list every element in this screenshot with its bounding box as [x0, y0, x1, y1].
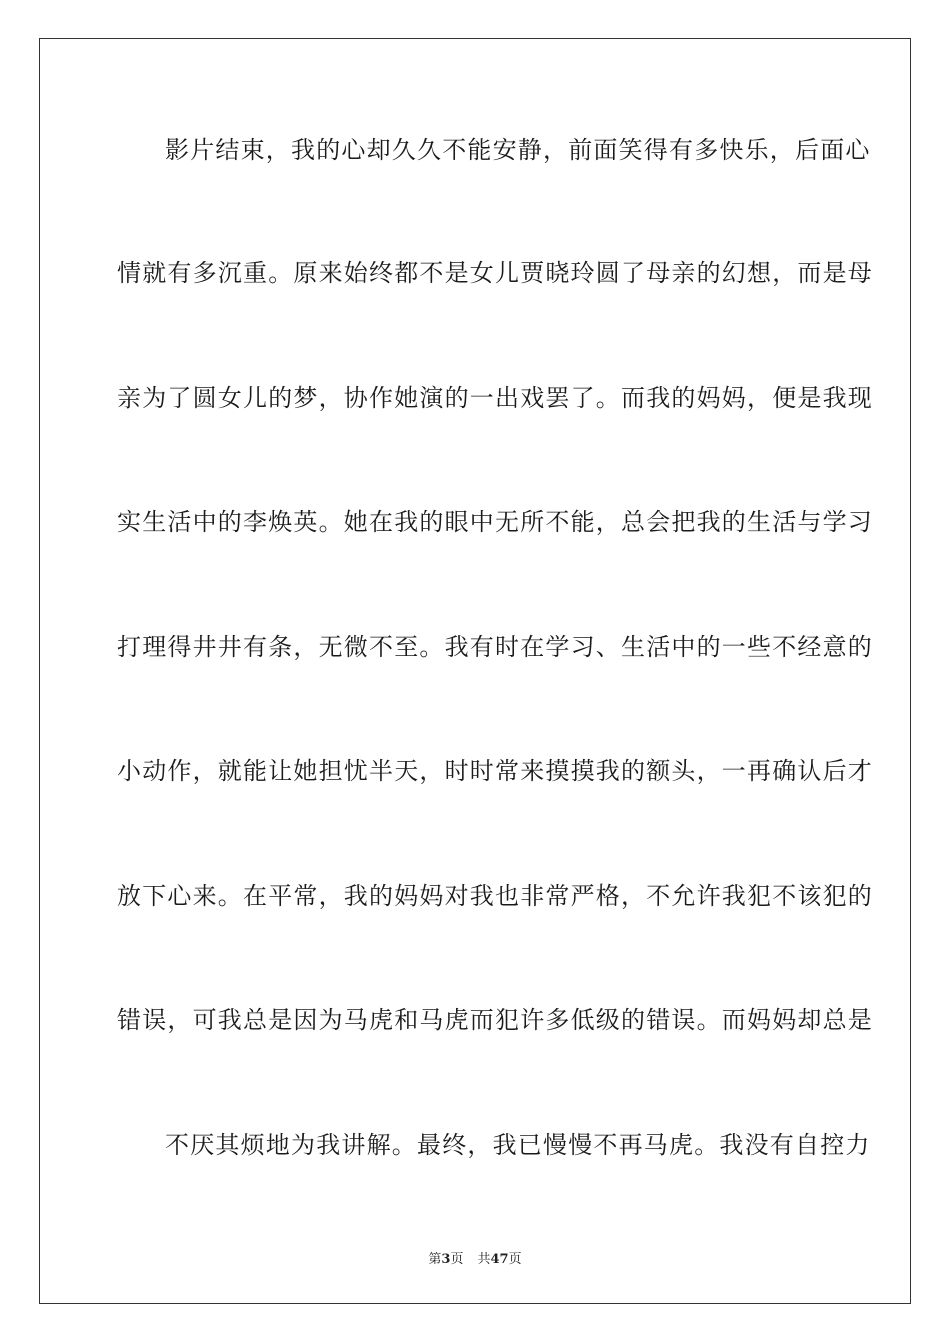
text-line: 放下心来。在平常，我的妈妈对我也非常严格，不允许我犯不该犯的 — [117, 882, 873, 910]
page-footer — [0, 1248, 950, 1267]
text-line: 情就有多沉重。原来始终都不是女儿贾晓玲圆了母亲的幻想，而是母 — [117, 259, 873, 287]
page-border — [39, 38, 911, 1304]
text-line: 亲为了圆女儿的梦，协作她演的一出戏罢了。而我的妈妈，便是我现 — [117, 384, 873, 412]
text-line: 打理得井井有条，无微不至。我有时在学习、生活中的一些不经意的 — [117, 633, 873, 661]
page-number-prefix: 第 — [428, 1252, 442, 1267]
text-line: 小动作，就能让她担忧半天，时时常来摸摸我的额头，一再确认后才 — [117, 757, 873, 785]
page-total-prefix: 共 — [477, 1252, 491, 1267]
page-number-current: 3 — [441, 1252, 451, 1267]
page-total: 47 — [490, 1252, 509, 1267]
text-line: 错误，可我总是因为马虎和马虎而犯许多低级的错误。而妈妈却总是 — [117, 1006, 873, 1034]
text-line: 实生活中的李焕英。她在我的眼中无所不能，总会把我的生活与学习 — [117, 508, 873, 536]
page-total-suffix: 页 — [508, 1252, 522, 1267]
page-number-suffix: 页 — [450, 1252, 464, 1267]
text-line: 影片结束，我的心却久久不能安静，前面笑得有多快乐，后面心 — [165, 136, 871, 164]
text-line: 不厌其烦地为我讲解。最终，我已慢慢不再马虎。我没有自控力 — [165, 1131, 871, 1159]
